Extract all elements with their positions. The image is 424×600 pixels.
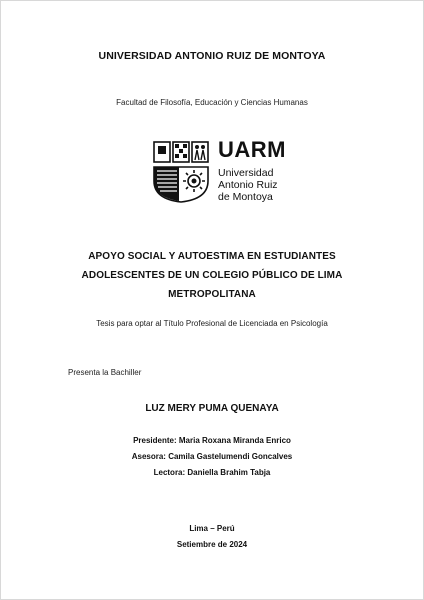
committee-advisor: Asesora: Camila Gastelumendi Goncalves	[131, 452, 293, 461]
uarm-logo	[153, 139, 293, 207]
committee-president: Presidente: Maria Roxana Miranda Enrico	[133, 436, 291, 445]
footer-city: Lima – Perú	[189, 524, 235, 533]
footer	[0, 521, 424, 553]
committee-reader: Lectora: Daniella Brahim Tabja	[153, 468, 271, 477]
logo-name-line-1: Universidad	[218, 167, 274, 179]
logo-university-name	[218, 167, 278, 203]
thesis-title-line-1: APOYO SOCIAL Y AUTOESTIMA EN ESTUDIANTES	[88, 251, 336, 262]
thesis-title	[0, 247, 424, 304]
thesis-title-line-2: ADOLESCENTES DE UN COLEGIO PÚBLICO DE LIMA	[81, 270, 343, 281]
committee	[0, 433, 424, 481]
university-crest-icon	[153, 141, 209, 203]
logo-name-line-2: Antonio Ruiz	[218, 179, 278, 191]
presenter-label: Presenta la Bachiller	[68, 368, 142, 377]
thesis-title-line-3: METROPOLITANA	[168, 289, 256, 300]
faculty-name: Facultad de Filosofía, Educación y Ciencias Humanas	[116, 98, 308, 107]
degree-statement: Tesis para optar al Título Profesional de Licenciada en Psicología	[96, 319, 328, 328]
logo-name-line-3: de Montoya	[218, 191, 273, 203]
footer-date: Setiembre de 2024	[176, 540, 248, 549]
university-name: UNIVERSIDAD ANTONIO RUIZ DE MONTOYA	[98, 50, 326, 62]
logo-acronym: UARM	[218, 137, 286, 162]
author-name: LUZ MERY PUMA QUENAYA	[145, 403, 279, 414]
